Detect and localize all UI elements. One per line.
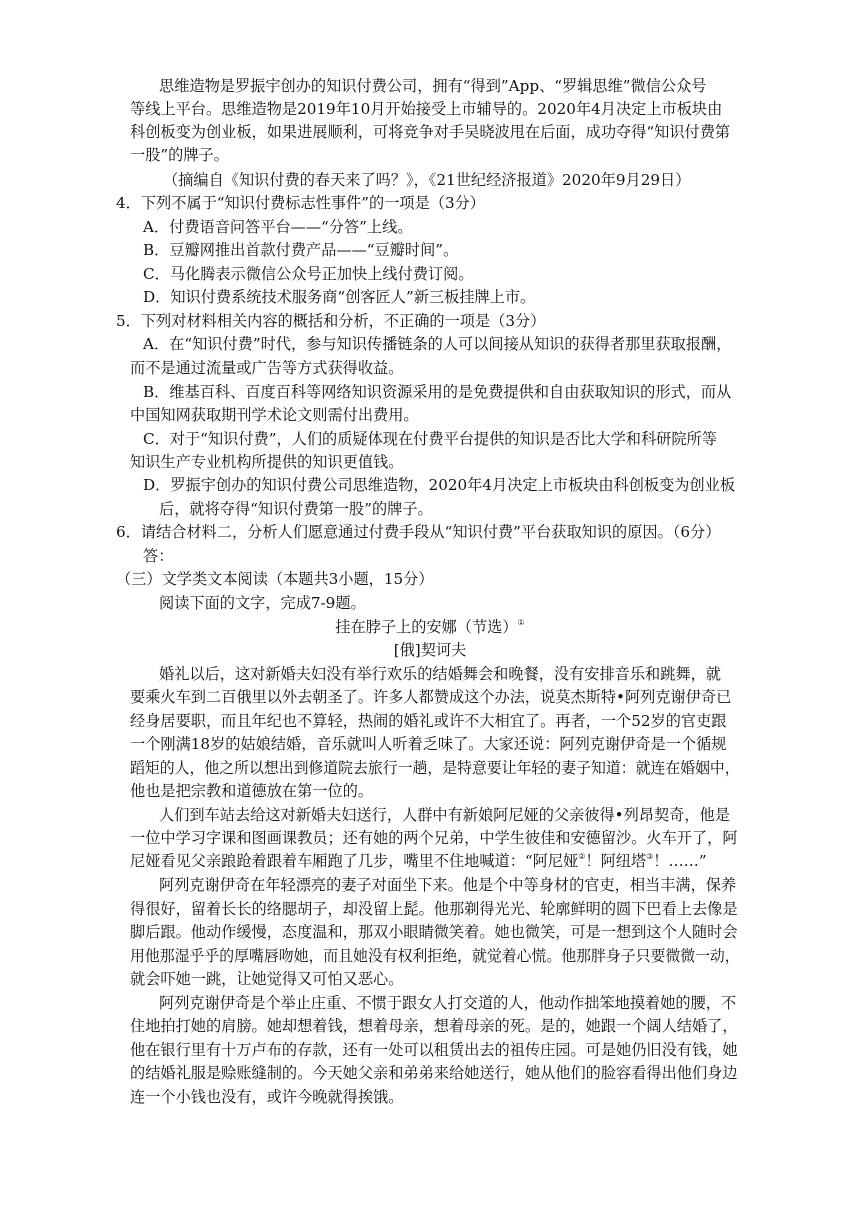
source-citation: （摘编自《知识付费的春天来了吗？》，《21世纪经济报道》2020年9月29日） (163, 171, 691, 189)
paragraph-line: 思维造物是罗振宇创办的知识付费公司，拥有“得到”App、“罗辑思维”微信公众号 (159, 77, 707, 95)
story-line: 要乘火车到二百俄里以外去朝圣了。许多人都赞成这个办法，说莫杰斯特•阿列克谢伊奇已 (130, 688, 732, 706)
story-line: 蹈矩的人，他之所以想出到修道院去旅行一趟，是特意要让年轻的妻子知道：就连在婚姻中， (130, 759, 740, 777)
question-4-option-b: B．豆瓣网推出首款付费产品——“豆瓣时间”。 (143, 241, 459, 259)
paragraph-line: 科创板变为创业板，如果进展顺利，可将竞争对手吴晓波甩在后面，成功夺得“知识付费第 (130, 123, 731, 141)
question-5-option-b-cont: 中国知网获取期刊学术论文则需付出费用。 (130, 406, 419, 424)
reading-instruction: 阅读下面的文字，完成7-9题。 (159, 594, 366, 612)
question-5-stem: 5．下列对材料相关内容的概括和分析，不正确的一项是（3分） (116, 312, 546, 330)
story-line: 尼娅看见父亲踉跄着跟着车厢跑了几步，嘴里不住地喊道：“阿尼娅②！阿纽塔③！……” (130, 852, 707, 870)
question-5-option-a: A．在“知识付费”时代，参与知识传播链条的人可以间接从知识的获得者那里获取报酬， (143, 335, 732, 353)
question-5-option-a-cont: 而不是通过流量或广告等方式获得收益。 (130, 359, 404, 377)
section-heading: （三）文学类文本阅读（本题共3小题，15分） (116, 570, 434, 588)
question-5-option-d: D．罗振宇创办的知识付费公司思维造物，2020年4月决定上市板块由科创板变为创业板 (143, 476, 736, 494)
story-line: 的结婚礼服是赊账缝制的。今天她父亲和弟弟来给她送行，她从他们的脸容看得出他们身边 (130, 1064, 738, 1082)
story-line: 阿列克谢伊奇是个举止庄重、不惯于跟女人打交道的人，他动作拙笨地摸着她的腰，不 (159, 994, 737, 1012)
story-line: 阿列克谢伊奇在年轻漂亮的妻子对面坐下来。他是个中等身材的官吏，相当丰满，保养 (159, 876, 737, 894)
footnote-marker: ② (578, 852, 586, 861)
story-line: 一个刚满18岁的姑娘结婚，音乐就叫人听着乏味了。大家还说：阿列克谢伊奇是一个循规 (130, 735, 727, 753)
story-line: 脚后跟。他动作缓慢，态度温和，那双小眼睛微笑着。她也微笑，可是一想到这个人随时会 (130, 923, 738, 941)
story-line: 婚礼以后，这对新婚夫妇没有举行欢乐的结婚舞会和晚餐，没有安排音乐和跳舞，就 (159, 665, 721, 683)
story-line: 得很好，留着长长的络腮胡子，却没留上髭。他那剃得光光、轮廓鲜明的圆下巴看上去像是 (130, 900, 738, 918)
story-line: 就会吓她一跳，让她觉得又可怕又恶心。 (130, 970, 404, 988)
question-5-option-c: C．对于“知识付费”，人们的质疑体现在付费平台提供的知识是否比大学和科研院所等 (143, 430, 717, 448)
story-line: 一位中学习字课和图画课教员；还有她的两个兄弟，中学生彼佳和安德留沙。火车开了，阿 (130, 829, 738, 847)
story-line: 他也是把宗教和道德放在第一位的。 (130, 782, 373, 800)
story-author: [俄]契诃夫 (393, 641, 467, 659)
question-4-option-d: D．知识付费系统技术服务商“创客匠人”新三板挂牌上市。 (143, 288, 536, 306)
question-5-option-d-cont: 后，就将夺得“知识付费第一股”的牌子。 (159, 500, 433, 518)
footnote-marker: ③ (646, 852, 654, 861)
question-4-option-c: C．马化腾表示微信公众号正加快上线付费订阅。 (143, 265, 474, 283)
question-5-option-c-cont: 知识生产专业机构所提供的知识更值钱。 (130, 453, 404, 471)
story-line: 住地拍打她的肩膀。她却想着钱，想着母亲，想着母亲的死。是的，她跟一个阔人结婚了， (130, 1017, 738, 1035)
question-6-stem: 6．请结合材料二，分析人们愿意通过付费手段从“知识付费”平台获取知识的原因。（6分） (116, 523, 721, 541)
story-line: 经身居要职，而且年纪也不算轻，热闹的婚礼或许不大相宜了。再者，一个52岁的官吏跟 (130, 712, 727, 730)
answer-label: 答： (143, 547, 174, 565)
story-title: 挂在脖子上的安娜（节选）① (335, 618, 525, 636)
question-4-stem: 4．下列不属于“知识付费标志性事件”的一项是（3分） (116, 194, 485, 212)
question-5-option-b: B．维基百科、百度百科等网络知识资源采用的是免费提供和自由获取知识的形式，而从 (143, 383, 732, 401)
question-4-option-a: A．付费语音问答平台——“分答”上线。 (143, 218, 413, 236)
story-line: 连一个小钱也没有，或许今晚就得挨饿。 (130, 1088, 404, 1106)
story-line: 人们到车站去给这对新婚夫妇送行，人群中有新娘阿尼娅的父亲彼得•列昂契奇，他是 (159, 806, 730, 824)
story-line: 他在银行里有十万卢布的存款，还有一处可以租赁出去的祖传庄园。可是她仍旧没有钱，她 (130, 1041, 738, 1059)
paragraph-line: 一股”的牌子。 (130, 146, 229, 164)
footnote-marker: ① (517, 618, 525, 627)
story-line: 用他那湿乎乎的厚嘴唇吻她，而且她没有权利拒绝，就觉着心慌。他那胖身子只要微微一动， (130, 947, 740, 965)
paragraph-line: 等线上平台。思维造物是2019年10月开始接受上市辅导的。2020年4月决定上市板块由 (130, 100, 723, 118)
